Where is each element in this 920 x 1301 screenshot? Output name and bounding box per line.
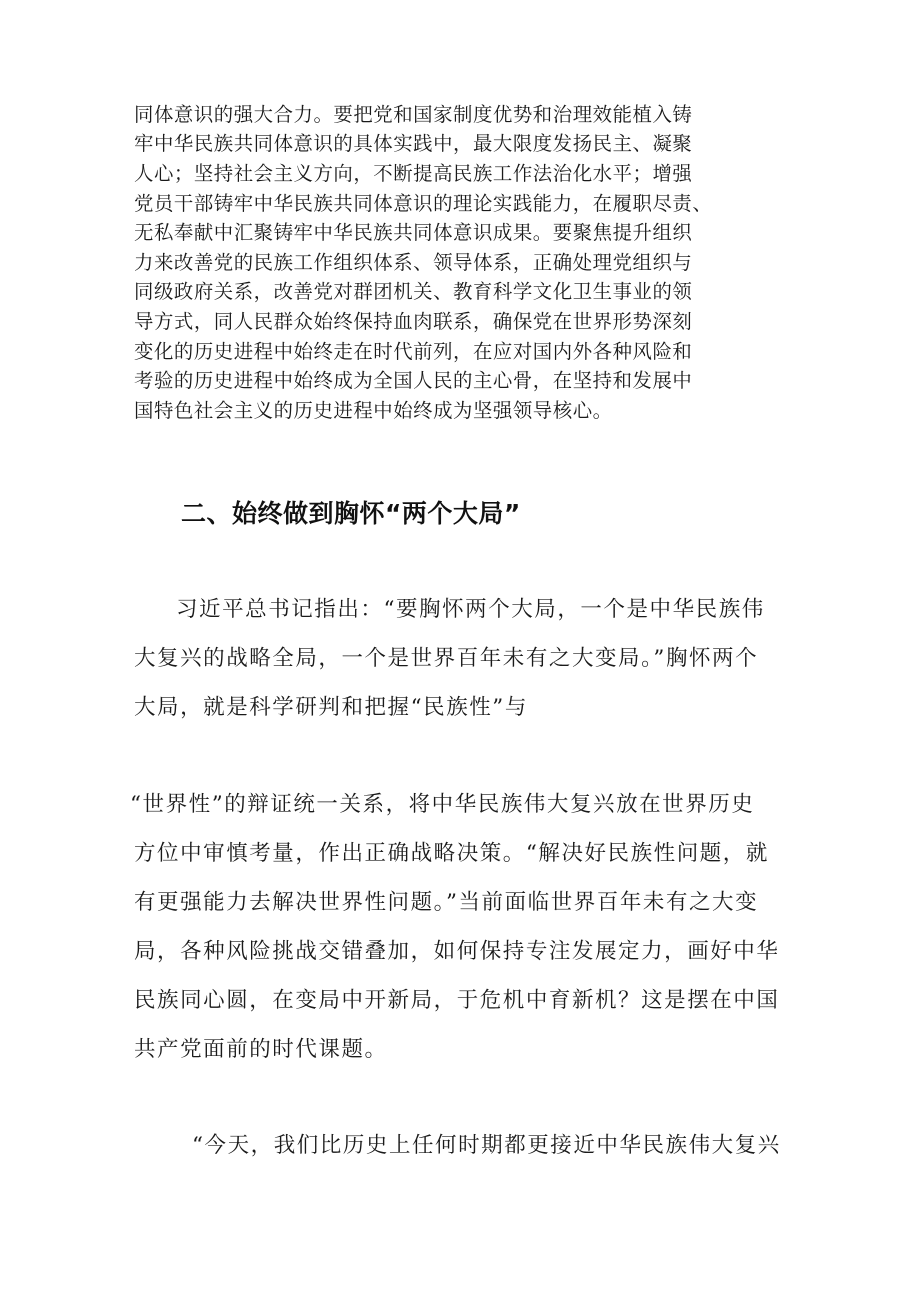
text-line: 有更强能力去解决世界性问题。”当前面临世界百年未有之大变 [134, 890, 759, 915]
text-line: 同级政府关系，改善党对群团机关、教育科学文化卫生事业的领 [134, 280, 693, 303]
text-line: 人心；坚持社会主义方向，不断提高民族工作法治化水平；增强 [134, 162, 693, 185]
text-line: 局，各种风险挑战交错叠加，如何保持专注发展定力，画好中华 [134, 939, 780, 964]
text-line: 党员干部铸牢中华民族共同体意识的理论实践能力，在履职尽责、 [134, 192, 713, 215]
text-line: 民族同心圆，在变局中开新局，于危机中育新机？这是摆在中国 [134, 988, 780, 1013]
text-line: 变化的历史进程中始终走在时代前列，在应对国内外各种风险和 [134, 340, 693, 363]
text-line: 大局，就是科学研判和把握“民族性”与 [134, 695, 528, 720]
text-line: 国特色社会主义的历史进程中始终成为坚强领导核心。 [134, 399, 613, 422]
text-line: “世界性”的辩证统一关系，将中华民族伟大复兴放在世界历史 [130, 792, 755, 817]
text-line: “今天，我们比历史上任何时期都更接近中华民族伟大复兴 [192, 1133, 781, 1158]
text-line: 同体意识的强大合力。要把党和国家制度优势和治理效能植入铸 [134, 103, 693, 126]
text-line: 无私奉献中汇聚铸牢中华民族共同体意识成果。要聚焦提升组织 [134, 221, 693, 244]
text-line: 共产党面前的时代课题。 [134, 1037, 388, 1062]
text-line: 方位中审慎考量，作出正确战略决策。“解决好民族性问题，就 [134, 841, 769, 866]
text-line: 牢中华民族共同体意识的具体实践中，最大限度发扬民主、凝聚 [134, 132, 693, 155]
text-line: 大复兴的战略全局，一个是世界百年未有之大变局。”胸怀两个 [134, 646, 759, 671]
text-line: 力来改善党的民族工作组织体系、领导体系，正确处理党组织与 [134, 251, 693, 274]
text-line: 习近平总书记指出：“要胸怀两个大局，一个是中华民族伟 [176, 597, 765, 622]
text-line: 导方式，同人民群众始终保持血肉联系，确保党在世界形势深刻 [134, 310, 693, 333]
text-line: 考验的历史进程中始终成为全国人民的主心骨，在坚持和发展中 [134, 369, 693, 392]
section-heading: 二、始终做到胸怀“两个大局” [181, 499, 521, 528]
